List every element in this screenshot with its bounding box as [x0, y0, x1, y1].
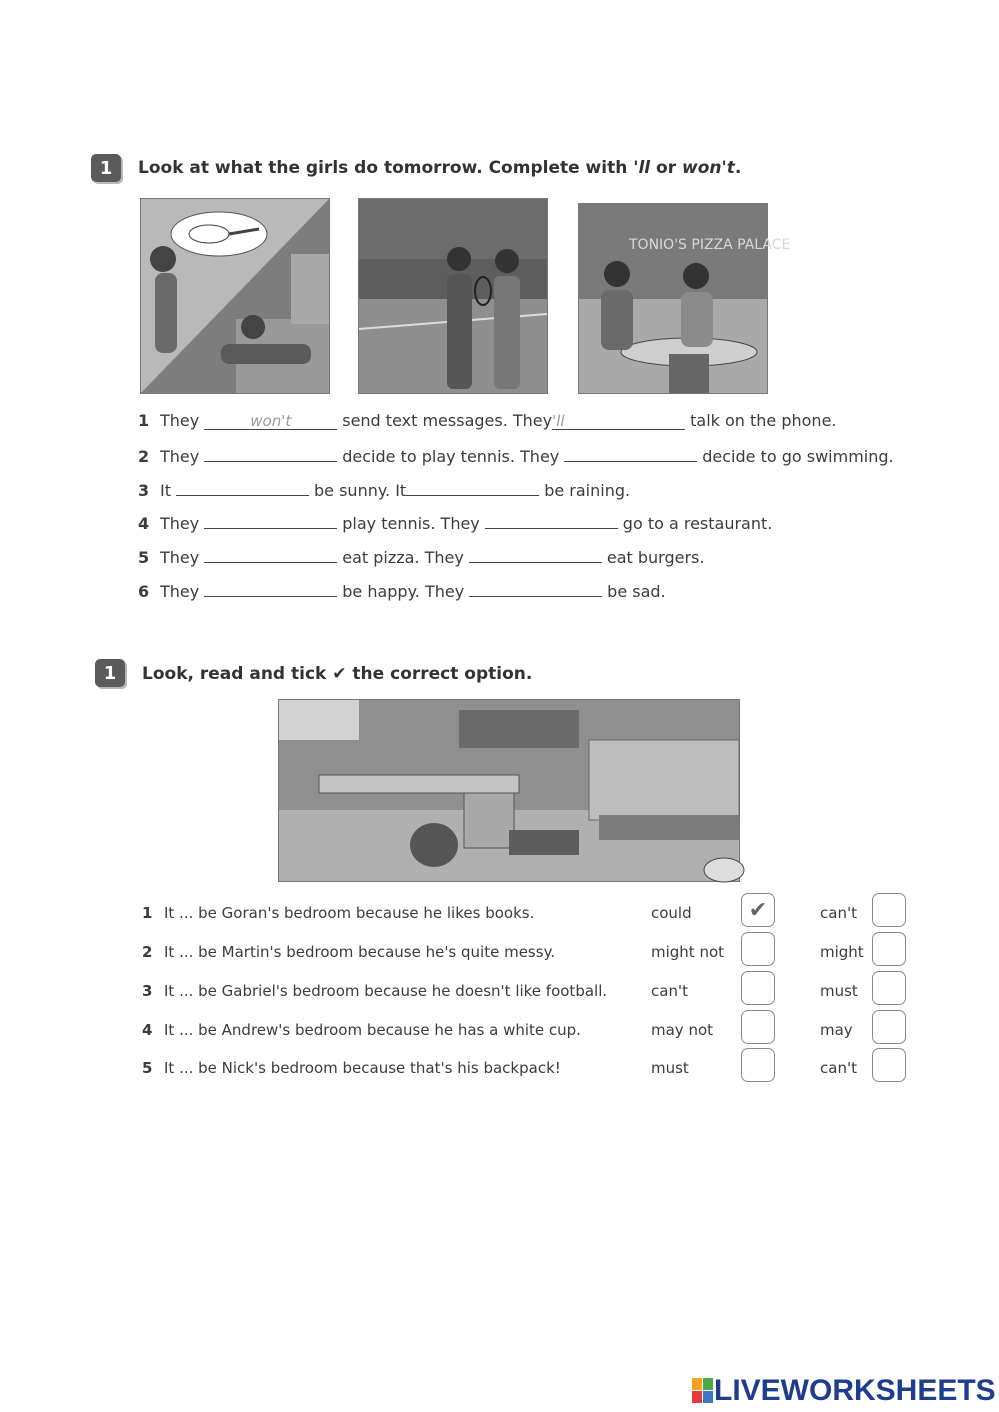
- picture-phone-call: [140, 198, 330, 394]
- option-label: can't: [820, 1059, 857, 1077]
- tick-icon: ✔: [332, 664, 347, 684]
- exercise-2-heading: Look, read and tick ✔ the correct option.: [142, 664, 533, 684]
- option-checkbox[interactable]: ✔: [741, 893, 775, 927]
- liveworksheets-logo: LIVEWORKSHEETS: [692, 1374, 996, 1408]
- exercise-2-item: 4 It ... be Andrew's bedroom because he has a white cup.: [142, 1021, 581, 1039]
- picture-messy-bedroom: [278, 699, 740, 882]
- option-checkbox[interactable]: [741, 1048, 775, 1082]
- answer-blank[interactable]: [204, 580, 337, 597]
- answer-blank[interactable]: [485, 512, 618, 529]
- exercise-2-item: 5 It ... be Nick's bedroom because that's his backpack!: [142, 1059, 561, 1077]
- exercise-1-item: 4 They play tennis. They go to a restaurant.: [138, 514, 773, 533]
- answer-blank[interactable]: [469, 546, 602, 563]
- restaurant-sign: TONIO'S PIZZA PALACE: [629, 237, 791, 253]
- exercise-2-item: 2 It ... be Martin's bedroom because he's quite messy.: [142, 943, 556, 961]
- option-label: might not: [651, 943, 725, 961]
- option-label: could: [651, 904, 692, 922]
- answer-blank[interactable]: [564, 445, 697, 462]
- exercise-1-heading: Look at what the girls do tomorrow. Complete with 'll or won't.: [138, 158, 742, 178]
- option-checkbox[interactable]: [872, 893, 906, 927]
- exercise-number-badge: 1: [95, 659, 125, 687]
- answer-blank[interactable]: [469, 580, 602, 597]
- option-label: might: [820, 943, 864, 961]
- picture-pizza-restaurant: [578, 203, 791, 394]
- option-label: may not: [651, 1021, 714, 1039]
- picture-rainy-tennis: [358, 198, 548, 394]
- answer-blank[interactable]: [406, 479, 539, 496]
- option-checkbox[interactable]: [872, 1010, 906, 1044]
- option-label: can't: [651, 982, 688, 1000]
- option-checkbox[interactable]: [872, 1048, 906, 1082]
- answer-blank[interactable]: won't: [204, 413, 337, 430]
- exercise-1-item: 6 They be happy. They be sad.: [138, 582, 666, 601]
- answer-blank[interactable]: [204, 546, 337, 563]
- answer-blank[interactable]: [176, 479, 309, 496]
- option-checkbox[interactable]: [872, 932, 906, 966]
- option-checkbox[interactable]: [741, 932, 775, 966]
- option-label: must: [651, 1059, 689, 1077]
- exercise-1-item: 1 They won't send text messages. They 'll talk on the phone.: [138, 411, 837, 430]
- exercise-1-item: 2 They decide to play tennis. They decide to go swimming.: [138, 447, 894, 466]
- option-checkbox[interactable]: [872, 971, 906, 1005]
- exercise-number-badge: 1: [91, 154, 121, 182]
- option-checkbox[interactable]: [741, 1010, 775, 1044]
- answer-blank[interactable]: [204, 445, 337, 462]
- exercise-1-item: 5 They eat pizza. They eat burgers.: [138, 548, 705, 567]
- option-label: must: [820, 982, 858, 1000]
- answer-blank[interactable]: 'll: [552, 413, 685, 430]
- option-label: can't: [820, 904, 857, 922]
- option-checkbox[interactable]: [741, 971, 775, 1005]
- option-label: may: [820, 1021, 853, 1039]
- liveworksheets-logo-icon: [692, 1378, 714, 1404]
- exercise-2-item: 3 It ... be Gabriel's bedroom because he doesn't like football.: [142, 982, 608, 1000]
- answer-blank[interactable]: [204, 512, 337, 529]
- exercise-2-item: 1 It ... be Goran's bedroom because he likes books.: [142, 904, 535, 922]
- exercise-1-item: 3 It be sunny. It be raining.: [138, 481, 631, 500]
